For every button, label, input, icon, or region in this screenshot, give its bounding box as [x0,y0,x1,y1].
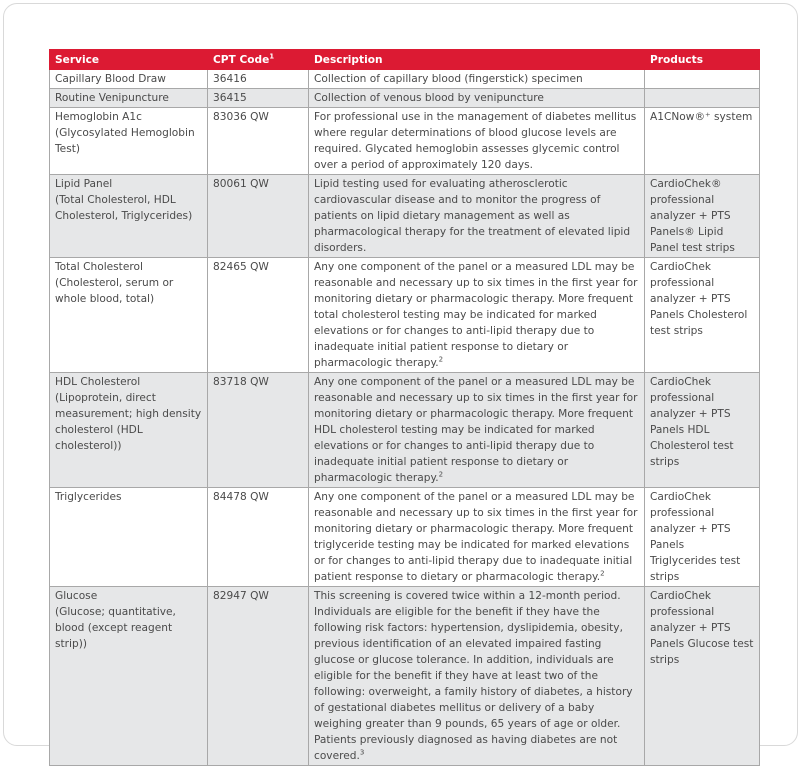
description-text: Any one component of the panel or a measured LDL may be reasonable and necessary up to six times in the first year for monitoring dietary or pharmacologic therapy. More frequent total cholesterol testing may be indicated for marked elevations or for changes to anti-lipid therapy due to inadequate initial patient response to dietary or pharmacologic therapy. [314,261,638,369]
footnote-marker: 2 [438,470,444,479]
cell-service [50,89,208,108]
table-row [50,488,760,587]
service-name: Routine Venipuncture [55,92,169,104]
cell-products [645,70,760,89]
cpt-code-table [49,49,760,766]
cell-description [309,175,645,258]
cell-service [50,258,208,373]
service-name: Lipid Panel [55,178,113,190]
service-detail: (Total Cholesterol, HDL Cholesterol, Triglycerides) [55,194,193,222]
description-text: Any one component of the panel or a measured LDL may be reasonable and necessary up to six times in the first year for monitoring dietary or pharmacologic therapy. More frequent triglyceride testing may be indicated for marked elevations or for changes to anti-lipid therapy due to inadequate initial patient response to dietary or pharmacologic therapy. [314,491,638,583]
service-name: HDL Cholesterol [55,376,141,388]
cell-description [309,258,645,373]
table-row [50,258,760,373]
cell-products [645,89,760,108]
cell-products: CardioChek professional analyzer + PTS Panels Glucose test strips [645,587,760,766]
service-detail: (Cholesterol, serum or whole blood, total) [55,277,174,305]
service-name: Triglycerides [55,491,122,503]
header-description: Description [309,50,645,70]
cell-description [309,108,645,175]
cell-service [50,70,208,89]
service-detail: (Glucose; quantitative, blood (except reagent strip)) [55,606,176,650]
footnote-marker: 2 [600,569,605,578]
cell-description [309,587,645,766]
cell-cpt-code: 82465 QW [208,258,309,373]
cell-description [309,70,645,89]
description-text: Collection of capillary blood (fingerstick) specimen [314,73,583,85]
cell-service [50,587,208,766]
cell-cpt-code: 84478 QW [208,488,309,587]
table-row [50,70,760,89]
cell-description [309,89,645,108]
header-service: Service [50,50,208,70]
service-name: Capillary Blood Draw [55,73,166,85]
service-name: Hemoglobin A1c [55,111,142,123]
cell-cpt-code: 83718 QW [208,373,309,488]
service-detail: (Lipoprotein, direct measurement; high density cholesterol (HDL cholesterol)) [55,392,202,452]
service-name: Glucose [55,590,98,602]
footnote-marker: 2 [438,355,444,364]
document-card [3,3,798,762]
table-row [50,175,760,258]
cell-products: CardioChek professional analyzer + PTS Panels HDL Cholesterol test strips [645,373,760,488]
service-detail: (Glycosylated Hemoglobin Test) [55,127,195,155]
cell-description [309,488,645,587]
cell-products: CardioChek professional analyzer + PTS Panels Cholesterol test strips [645,258,760,373]
description-text: Collection of venous blood by venipuncture [314,92,544,104]
cell-cpt-code: 80061 QW [208,175,309,258]
header-cpt-footnote: 1 [269,51,275,60]
table-header-row [50,50,760,70]
description-text: This screening is covered twice within a 12-month period. Individuals are eligible for the benefit if they have the following risk factors: hypertension, dyslipidemia, obesity, previous identification of an elevated impaired fasting glucose or glucose tolerance. In addition, individuals are eligible for the benefit if they have at least two of the following: overweight, a family history of diabetes, a history of gestational diabetes mellitus or delivery of a baby weighing greater than 9 pounds, 65 years of age or older. Patients previously diagnosed as having diabetes are not covered. [314,590,633,762]
footnote-marker: 3 [359,748,365,757]
description-text: Lipid testing used for evaluating atherosclerotic cardiovascular disease and to monitor the progress of patients on lipid dietary management as well as pharmacological therapy for the treatment of elevated lipid disorders. [314,178,631,254]
table-row [50,587,760,766]
header-products: Products [645,50,760,70]
header-cpt-code-label: CPT Code [213,53,270,66]
cell-service [50,373,208,488]
service-name: Total Cholesterol [55,261,143,273]
table-row [50,89,760,108]
cell-products: CardioChek professional analyzer + PTS Panels Triglycerides test strips [645,488,760,587]
cell-cpt-code: 36416 [208,70,309,89]
table-row [50,373,760,488]
description-text: Any one component of the panel or a measured LDL may be reasonable and necessary up to six times in the first year for monitoring dietary or pharmacologic therapy. More frequent HDL cholesterol testing may be indicated for marked elevations or for changes to anti-lipid therapy due to inadequate initial patient response to dietary or pharmacologic therapy. [314,376,638,484]
cell-service [50,108,208,175]
table-row [50,108,760,175]
header-cpt-code [208,50,309,70]
cell-service [50,175,208,258]
cell-cpt-code: 83036 QW [208,108,309,175]
cell-service [50,488,208,587]
cell-products: CardioChek® professional analyzer + PTS Panels® Lipid Panel test strips [645,175,760,258]
cell-products: A1CNow®⁺ system [645,108,760,175]
cell-description [309,373,645,488]
cell-cpt-code: 36415 [208,89,309,108]
description-text: For professional use in the management of diabetes mellitus where regular determinations of blood glucose levels are required. Glycated hemoglobin assesses glycemic control over a period of approximately 120 days. [314,111,637,171]
cell-cpt-code: 82947 QW [208,587,309,766]
